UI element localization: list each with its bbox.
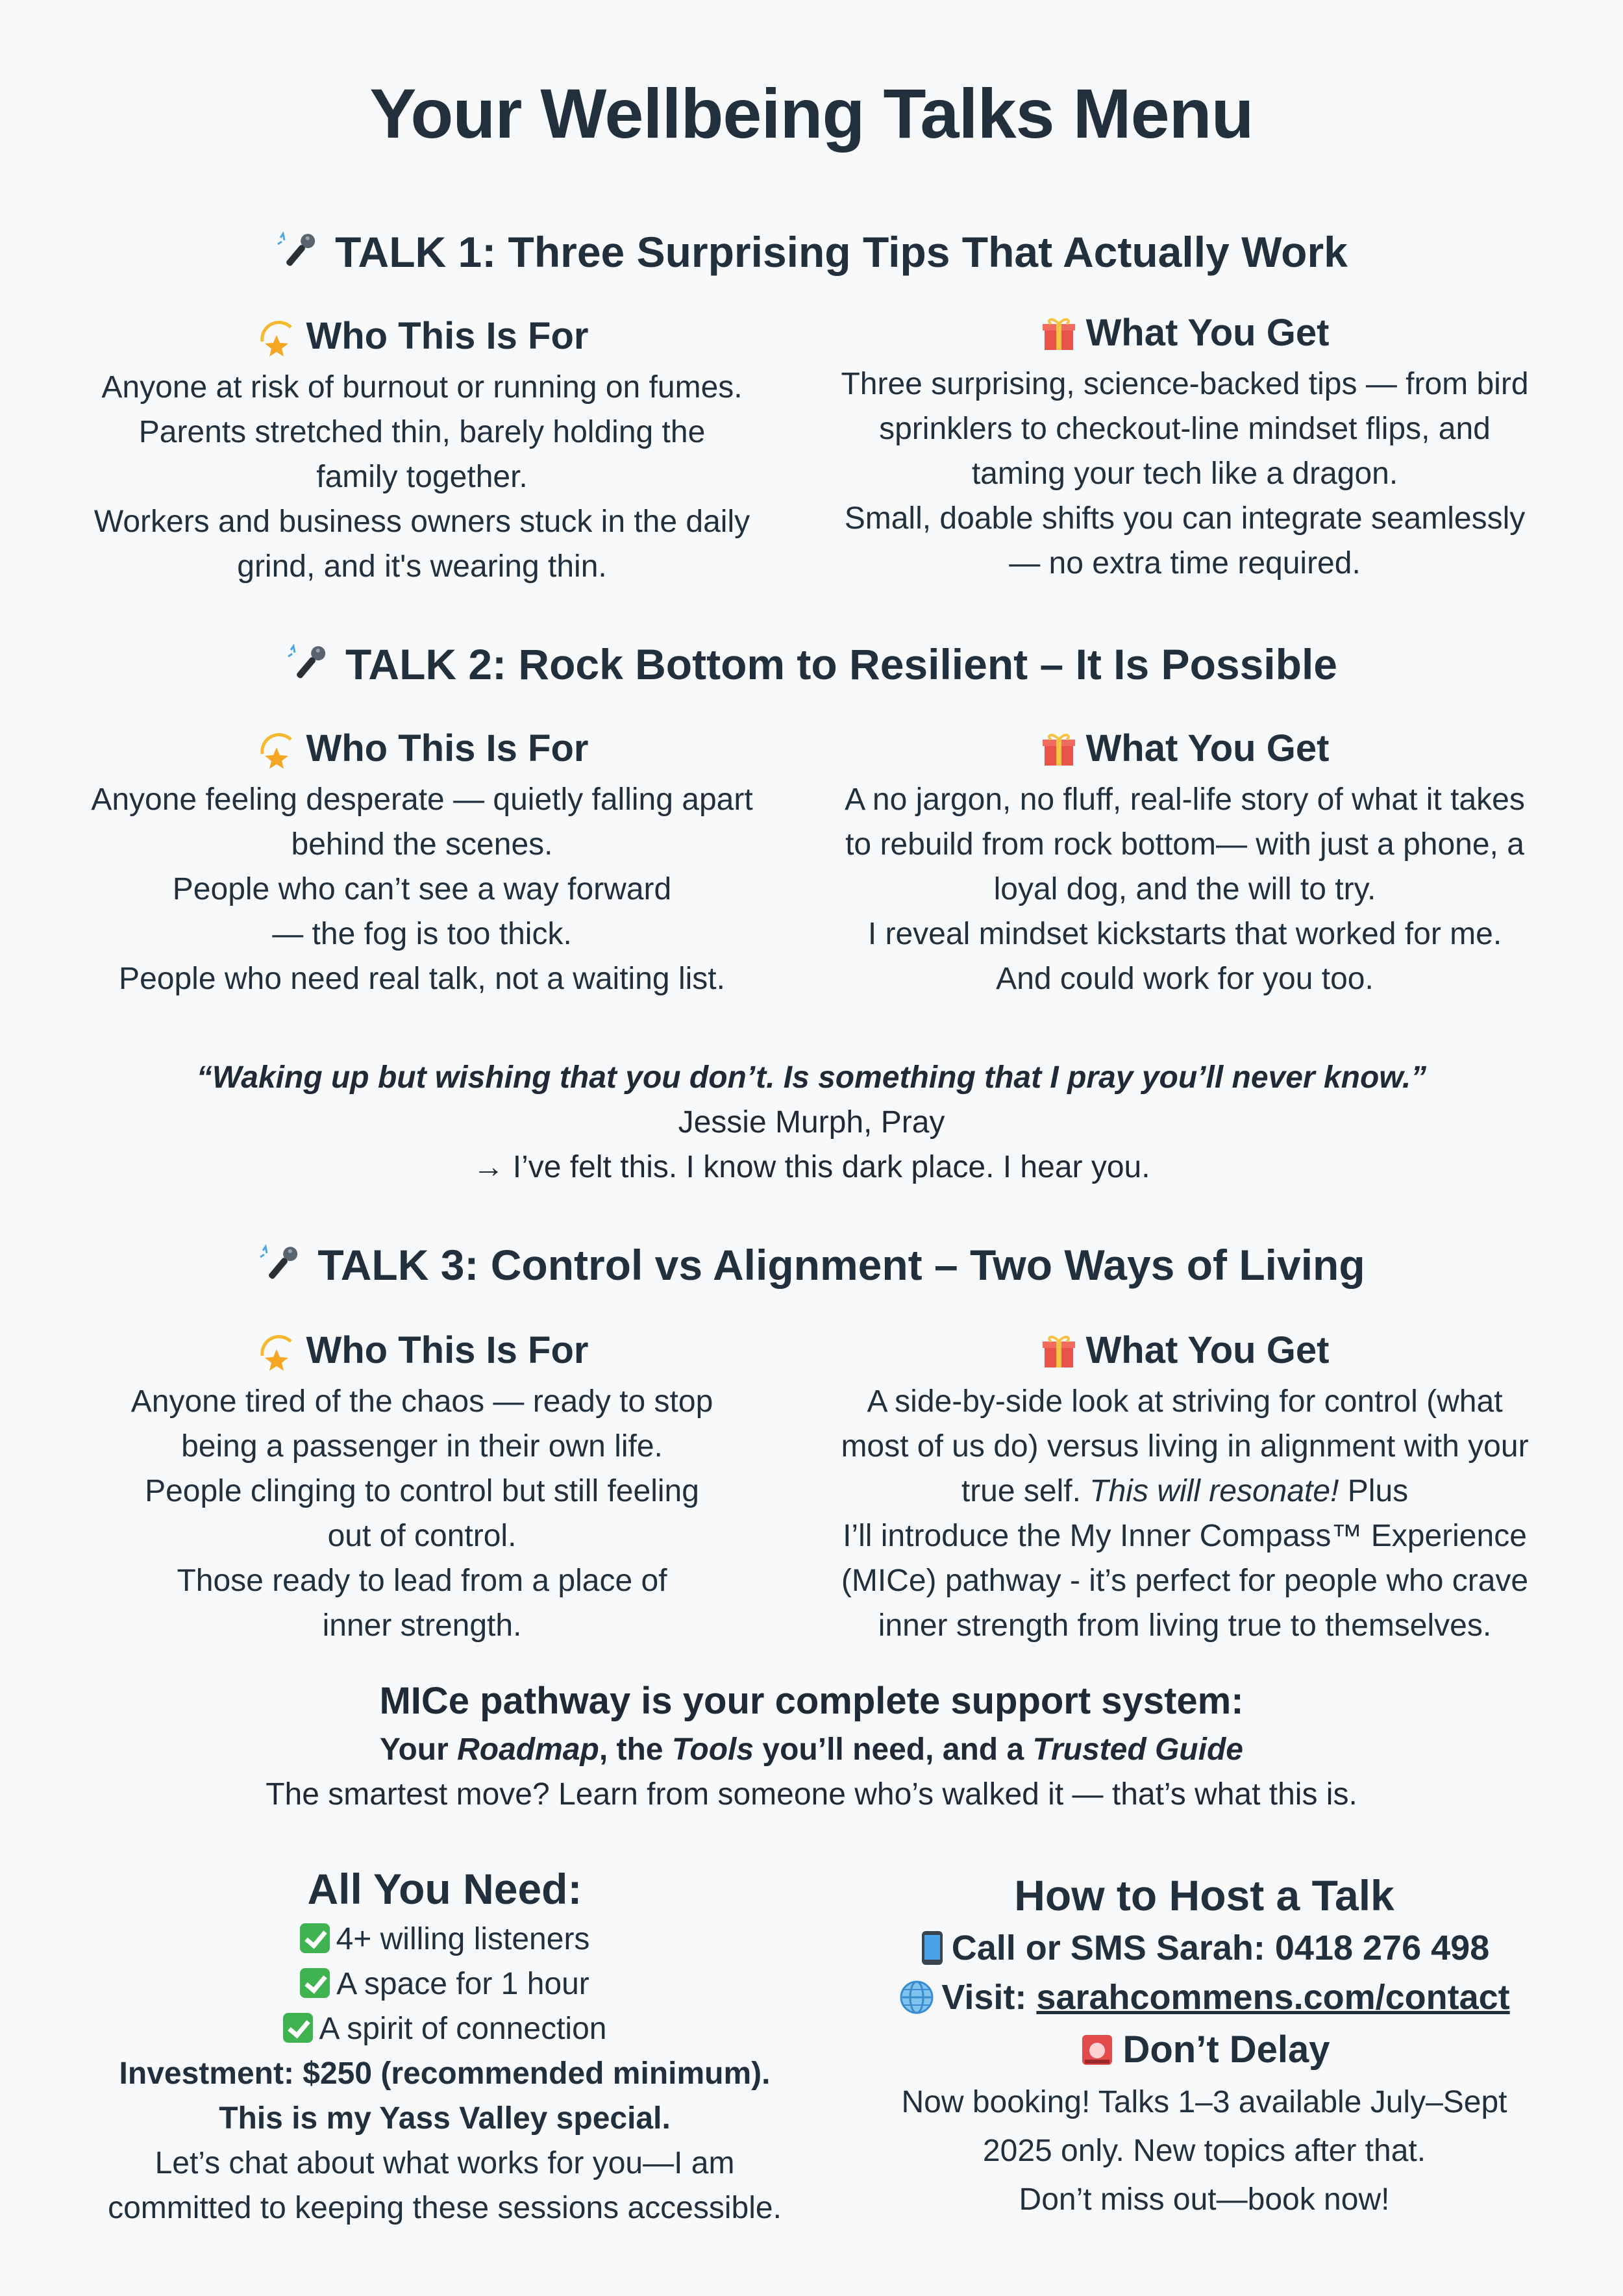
talk3-get-line: I’ll introduce the My Inner Compass™ Experience [843,1519,1527,1553]
mice-heading: MICe pathway is your complete support system: [379,1680,1244,1722]
mice-text: , the [599,1732,672,1767]
talk2-who-heading-row [52,724,792,773]
visit-row [837,1973,1571,2022]
talk2-get-line: loyal dog, and the will to try. [993,872,1376,906]
talk1-get-line: taming your tech like a dragon. [971,456,1398,491]
talk2-get-line: And could work for you too. [996,962,1374,996]
talk1-who-line: grind, and it's wearing thin. [237,549,607,584]
talk3-get-section [815,1326,1555,1648]
talk1-who-line: Parents stretched thin, barely holding the [138,415,706,449]
talk1-get-line: Small, doable shifts you can integrate seamlessly [844,501,1526,536]
talk2-get-line: I reveal mindset kickstarts that worked for me. [867,917,1502,951]
talk2-get-line: to rebuild from rock bottom— with just a phone, a [845,827,1524,862]
talk3-who-line: being a passenger in their own life. [181,1429,663,1464]
globe-icon [898,1979,935,2015]
talk3-get-heading-row [815,1326,1555,1375]
needs-item-text: A spirit of connection [319,2012,607,2046]
needs-item [52,1962,837,2006]
talk3-who-line: out of control. [327,1519,517,1553]
needs-item-text: A space for 1 hour [336,1967,589,2001]
microphone-icon [286,641,332,688]
needs-item [52,1917,837,1962]
talk1-get-section [815,308,1555,586]
mice-tools: Tools [671,1732,754,1767]
booking-line: Don’t miss out—book now! [1019,2182,1390,2217]
needs-item [52,2006,837,2051]
talk3-get-line: (MICe) pathway - it’s perfect for people who crave [841,1564,1529,1598]
delay-heading: Don’t Delay [1122,2028,1330,2071]
check-mark-icon [300,1968,330,1998]
talk2-get-section [815,724,1555,1001]
quote-attribution: Jessie Murph, Pray [678,1105,945,1140]
needs-item-text: 4+ willing listeners [336,1922,590,1956]
talk3-get-heading: What You Get [1085,1329,1330,1371]
mice-line: The smartest move? Learn from someone who’s walked it — that’s what this is. [266,1777,1357,1812]
needs-section [52,1861,837,2230]
talk3-who-line: People clinging to control but still feeling [145,1474,699,1508]
chat-text: Let’s chat about what works for you—I am [155,2146,735,2180]
talk2-title: TALK 2: Rock Bottom to Resilient – It Is Possible [345,640,1337,688]
chat-text: committed to keeping these sessions accessible. [108,2191,782,2225]
gift-icon [1041,1332,1077,1369]
dizzy-star-icon [256,728,297,769]
microphone-icon [258,1242,304,1288]
booking-line: Now booking! Talks 1–3 available July–Sept [901,2085,1507,2119]
talk1-title: TALK 1: Three Surprising Tips That Actually Work [335,228,1348,276]
talk3-who-heading-row [52,1326,792,1375]
mice-section [0,1675,1623,1817]
talk3-get-text: Plus [1339,1474,1409,1508]
talk1-who-heading-row [52,312,792,361]
quote-text: “Waking up but wishing that you don’t. Is something that I pray you’ll never know.” [196,1060,1427,1095]
talk2-who-line: People who need real talk, not a waiting list. [119,962,725,996]
talk3-who-section [52,1326,792,1648]
talk2-who-line: People who can’t see a way forward [172,872,672,906]
page-title: Your Wellbeing Talks Menu [369,74,1254,153]
talk1-who-line: family together. [316,460,528,494]
dizzy-star-icon [256,316,297,357]
host-heading: How to Host a Talk [1014,1871,1394,1919]
talk2-who-heading: Who This Is For [306,727,589,769]
talk3-get-emphasis: This will resonate! [1089,1474,1339,1508]
quote-block [0,1055,1623,1190]
talk1-who-heading: Who This Is For [306,315,589,357]
talk1-who-line: Anyone at risk of burnout or running on fumes. [101,370,743,405]
visit-label: Visit: [941,1978,1037,2017]
mobile-phone-icon [919,1930,945,1966]
dizzy-star-icon [256,1330,297,1371]
talk1-get-heading-row [815,308,1555,358]
special-text: This is my Yass Valley special. [219,2101,671,2136]
talk2-get-line: A no jargon, no fluff, real-life story of what it takes [845,782,1525,817]
talk2-get-heading: What You Get [1085,727,1330,769]
talk3-who-heading: Who This Is For [306,1329,589,1371]
check-mark-icon [283,2013,313,2043]
siren-icon [1078,2031,1116,2069]
talk3-who-line: inner strength. [322,1608,522,1643]
talk3-get-line: most of us do) versus living in alignment with your [841,1429,1529,1464]
talk1-who-section [52,312,792,589]
check-mark-icon [300,1923,330,1953]
talk1-who-line: Workers and business owners stuck in the daily [93,505,750,539]
call-row [837,1923,1571,1973]
mice-subline [0,1727,1623,1772]
talk1-get-line: Three surprising, science-backed tips — from bird [841,367,1529,401]
investment-text: Investment: $250 (recommended minimum). [119,2056,771,2091]
mice-text: you’ll need, and a [754,1732,1033,1767]
quote-note: → I’ve felt this. I know this dark place. I hear you. [473,1150,1150,1184]
talk2-who-line: Anyone feeling desperate — quietly falling apart [91,782,753,817]
contact-link[interactable]: sarahcommens.com/contact [1036,1978,1510,2017]
talk3-get-line [815,1469,1555,1514]
delay-row [837,2022,1571,2078]
gift-icon [1041,315,1077,351]
talk3-who-line: Anyone tired of the chaos — ready to stop [130,1384,713,1419]
talk2-who-line: — the fog is too thick. [272,917,572,951]
talk1-get-heading: What You Get [1085,312,1330,354]
talk3-who-line: Those ready to lead from a place of [177,1564,667,1598]
mice-roadmap: Roadmap [457,1732,599,1767]
talk1-get-line: sprinklers to checkout-line mindset flips, and [879,412,1491,446]
talk2-get-heading-row [815,724,1555,773]
talk3-get-line: A side-by-side look at striving for control (what [867,1384,1503,1419]
talk3-get-text: true self. [961,1474,1090,1508]
talk2-who-line: behind the scenes. [291,827,553,862]
host-section [837,1867,1571,2224]
call-text[interactable]: Call or SMS Sarah: 0418 276 498 [951,1928,1490,1967]
booking-line: 2025 only. New topics after that. [982,2134,1426,2168]
microphone-icon [275,229,322,275]
talk3-get-line: inner strength from living true to themselves. [878,1608,1492,1643]
talk2-who-section [52,724,792,1001]
mice-guide: Trusted Guide [1032,1732,1243,1767]
mice-text: Your [380,1732,458,1767]
talk2-title-row [0,640,1623,689]
talk3-title-row [0,1240,1623,1290]
talk1-title-row [0,227,1623,277]
talk3-title: TALK 3: Control vs Alignment – Two Ways of Living [317,1241,1365,1289]
gift-icon [1041,730,1077,767]
needs-heading: All You Need: [307,1865,582,1913]
talk1-get-line: — no extra time required. [1009,546,1361,580]
